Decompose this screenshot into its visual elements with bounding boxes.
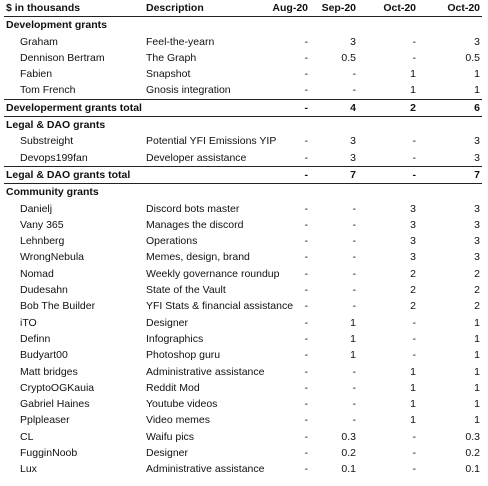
aug-total: - <box>304 101 308 114</box>
table-row <box>4 412 482 428</box>
table-row <box>4 249 482 265</box>
oct-total-value: 3 <box>474 151 480 164</box>
section-total-row <box>4 166 482 184</box>
sep-value: - <box>352 202 356 215</box>
aug-value: - <box>304 267 308 280</box>
section-title: Community grants <box>6 186 99 199</box>
description-header: Description <box>146 2 204 14</box>
sep-value: - <box>352 251 356 264</box>
oct-total-value: 1 <box>474 332 480 345</box>
aug-value: - <box>304 447 308 460</box>
units-header: $ in thousands <box>6 2 81 14</box>
grantee-name: CryptoOGKauia <box>20 381 95 394</box>
oct-total-value: 3 <box>474 235 480 248</box>
sep-value: 0.5 <box>341 51 356 64</box>
sep-header: Sep-20 <box>321 2 356 14</box>
table-row <box>4 282 482 298</box>
table-row <box>4 66 482 82</box>
table-row <box>4 461 482 477</box>
grantee-name: Budyart00 <box>20 349 68 362</box>
sep-value: 0.2 <box>341 447 356 460</box>
grant-description: Infographics <box>146 332 204 345</box>
oct-value: 1 <box>410 68 416 81</box>
oct-value: - <box>412 463 416 476</box>
oct-total-value: 2 <box>474 267 480 280</box>
oct-total-value: 2 <box>474 300 480 313</box>
grantee-name: Dennison Bertram <box>20 51 105 64</box>
oct-value: 2 <box>410 300 416 313</box>
aug-value: - <box>304 398 308 411</box>
grant-description: Snapshot <box>146 68 191 81</box>
grant-description: Developer assistance <box>146 151 247 164</box>
oct-value: 1 <box>410 381 416 394</box>
aug-value: - <box>304 332 308 345</box>
sep-value: - <box>352 68 356 81</box>
oct-total: 2 <box>410 101 416 114</box>
aug-value: - <box>304 430 308 443</box>
sep-value: - <box>352 365 356 378</box>
grant-description: Youtube videos <box>146 398 218 411</box>
sep-value: - <box>352 300 356 313</box>
grant-description: Administrative assistance <box>146 463 265 476</box>
sep-value: - <box>352 381 356 394</box>
sep-value: 1 <box>350 332 356 345</box>
sep-value: - <box>352 267 356 280</box>
oct-value: - <box>412 430 416 443</box>
section-title: Development grants <box>6 19 107 32</box>
grant-description: The Graph <box>146 51 197 64</box>
grant-description: Reddit Mod <box>146 381 200 394</box>
grantee-name: CL <box>20 430 34 443</box>
oct-value: 3 <box>410 202 416 215</box>
oct-value: - <box>412 349 416 362</box>
sep-value: 1 <box>350 349 356 362</box>
table-row <box>4 445 482 461</box>
oct-value: 3 <box>410 251 416 264</box>
oct-total-value: 2 <box>474 284 480 297</box>
oct-total-value: 3 <box>474 135 480 148</box>
table-row <box>4 380 482 396</box>
grantee-name: FugginNoob <box>20 447 78 460</box>
aug-total: - <box>304 168 308 181</box>
aug-value: - <box>304 51 308 64</box>
oct-grand-total: 6 <box>474 101 480 114</box>
table-row <box>4 347 482 363</box>
table-row <box>4 34 482 50</box>
grant-description: Operations <box>146 235 198 248</box>
oct-total-value: 3 <box>474 202 480 215</box>
oct-total-value: 1 <box>474 365 480 378</box>
oct-value: - <box>412 447 416 460</box>
grantee-name: Matt bridges <box>20 365 78 378</box>
grantee-name: Vany 365 <box>20 218 64 231</box>
oct-total-value: 1 <box>474 316 480 329</box>
grantee-name: WrongNebula <box>20 251 85 264</box>
sep-value: - <box>352 218 356 231</box>
oct-total-value: 1 <box>474 381 480 394</box>
grantee-name: Graham <box>20 35 58 48</box>
sep-value: 3 <box>350 151 356 164</box>
grantee-name: Danielj <box>20 202 53 215</box>
oct-total-value: 3 <box>474 218 480 231</box>
oct-total-value: 0.3 <box>465 430 480 443</box>
oct-total-value: 1 <box>474 84 480 97</box>
table-row <box>4 217 482 233</box>
aug-value: - <box>304 68 308 81</box>
trailing-partial-row <box>4 478 482 486</box>
aug-value: - <box>304 251 308 264</box>
grantee-name: Devops199fan <box>20 151 88 164</box>
sep-value: - <box>352 84 356 97</box>
aug-value: - <box>304 316 308 329</box>
oct-grand-total: 7 <box>474 168 480 181</box>
grant-description: Waifu pics <box>146 430 195 443</box>
sep-value: 3 <box>350 135 356 148</box>
table-row <box>4 201 482 217</box>
oct-total-value: 0.5 <box>465 51 480 64</box>
aug-value: - <box>304 349 308 362</box>
oct-header: Oct-20 <box>383 2 416 14</box>
section-header <box>4 117 482 133</box>
oct-value: 1 <box>410 84 416 97</box>
grant-description: Memes, design, brand <box>146 251 250 264</box>
oct-total: - <box>412 168 416 181</box>
oct-total-value: 3 <box>474 251 480 264</box>
table-row <box>4 233 482 249</box>
grantee-name: Nomad <box>20 267 54 280</box>
oct-value: 2 <box>410 267 416 280</box>
table-row <box>4 133 482 149</box>
sep-value: 0.3 <box>341 430 356 443</box>
sep-total: 7 <box>350 168 356 181</box>
table-row <box>4 331 482 347</box>
oct-total-header: Oct-20 <box>447 2 480 14</box>
oct-value: - <box>412 332 416 345</box>
aug-value: - <box>304 202 308 215</box>
grant-description: Potential YFI Emissions YIP <box>146 135 277 148</box>
sep-value: - <box>352 235 356 248</box>
aug-value: - <box>304 284 308 297</box>
grant-description: Discord bots master <box>146 202 240 215</box>
grantee-name: Bob The Builder <box>20 300 96 313</box>
table-row <box>4 364 482 380</box>
oct-value: 2 <box>410 284 416 297</box>
sep-value: - <box>352 398 356 411</box>
sep-value: 3 <box>350 35 356 48</box>
oct-value: - <box>412 316 416 329</box>
grantee-name: Dudesahn <box>20 284 68 297</box>
grant-description: Weekly governance roundup <box>146 267 280 280</box>
oct-value: - <box>412 135 416 148</box>
grant-description: Gnosis integration <box>146 84 231 97</box>
grantee-name: Pplpleaser <box>20 414 70 427</box>
oct-value: - <box>412 35 416 48</box>
section-header <box>4 17 482 33</box>
table-row <box>4 429 482 445</box>
table-row <box>4 298 482 314</box>
aug-header: Aug-20 <box>272 2 308 14</box>
table-row <box>4 50 482 66</box>
aug-value: - <box>304 300 308 313</box>
aug-value: - <box>304 365 308 378</box>
aug-value: - <box>304 381 308 394</box>
aug-value: - <box>304 235 308 248</box>
oct-total-value: 1 <box>474 68 480 81</box>
grantee-name: Substreight <box>20 135 74 148</box>
oct-total-value: 1 <box>474 349 480 362</box>
grantee-name: Lehnberg <box>20 235 65 248</box>
aug-value: - <box>304 414 308 427</box>
grantee-name: Gabriel Haines <box>20 398 90 411</box>
table-header-row <box>4 0 482 17</box>
oct-value: - <box>412 51 416 64</box>
grant-description: YFI Stats & financial assistance <box>146 300 294 313</box>
oct-value: 3 <box>410 235 416 248</box>
oct-total-value: 1 <box>474 414 480 427</box>
total-label: Developerment grants total <box>6 101 142 114</box>
grant-description: Designer <box>146 447 189 460</box>
aug-value: - <box>304 151 308 164</box>
aug-value: - <box>304 135 308 148</box>
oct-value: 1 <box>410 365 416 378</box>
oct-total-value: 3 <box>474 35 480 48</box>
sep-value: 0.1 <box>341 463 356 476</box>
grant-description: Video memes <box>146 414 211 427</box>
sep-value: - <box>352 414 356 427</box>
table-row <box>4 315 482 331</box>
oct-value: - <box>412 151 416 164</box>
section-title: Legal & DAO grants <box>6 119 106 132</box>
oct-value: 3 <box>410 218 416 231</box>
oct-value: 1 <box>410 414 416 427</box>
section-header <box>4 184 482 200</box>
section-total-row <box>4 99 482 117</box>
oct-value: 1 <box>410 398 416 411</box>
total-label: Legal & DAO grants total <box>6 168 131 181</box>
sep-total: 4 <box>350 101 356 114</box>
oct-total-value: 0.1 <box>465 463 480 476</box>
oct-total-value: 0.2 <box>465 447 480 460</box>
grant-description: State of the Vault <box>146 284 226 297</box>
aug-value: - <box>304 218 308 231</box>
grantee-name: Tom French <box>20 84 76 97</box>
grant-description: Manages the discord <box>146 218 244 231</box>
grant-description: Photoshop guru <box>146 349 221 362</box>
table-row <box>4 82 482 98</box>
grantee-name: Fabien <box>20 68 53 81</box>
grant-description: Feel-the-yearn <box>146 35 215 48</box>
grant-description: Administrative assistance <box>146 365 265 378</box>
table-row <box>4 150 482 166</box>
grantee-name: Definn <box>20 332 51 345</box>
aug-value: - <box>304 35 308 48</box>
aug-value: - <box>304 84 308 97</box>
oct-total-value: 1 <box>474 398 480 411</box>
grants-table <box>4 0 482 486</box>
grant-description: Designer <box>146 316 189 329</box>
aug-value: - <box>304 463 308 476</box>
grantee-name: Lux <box>20 463 37 476</box>
grantee-name: iTO <box>20 316 37 329</box>
table-body <box>4 17 482 477</box>
sep-value: - <box>352 284 356 297</box>
table-row <box>4 266 482 282</box>
sep-value: 1 <box>350 316 356 329</box>
